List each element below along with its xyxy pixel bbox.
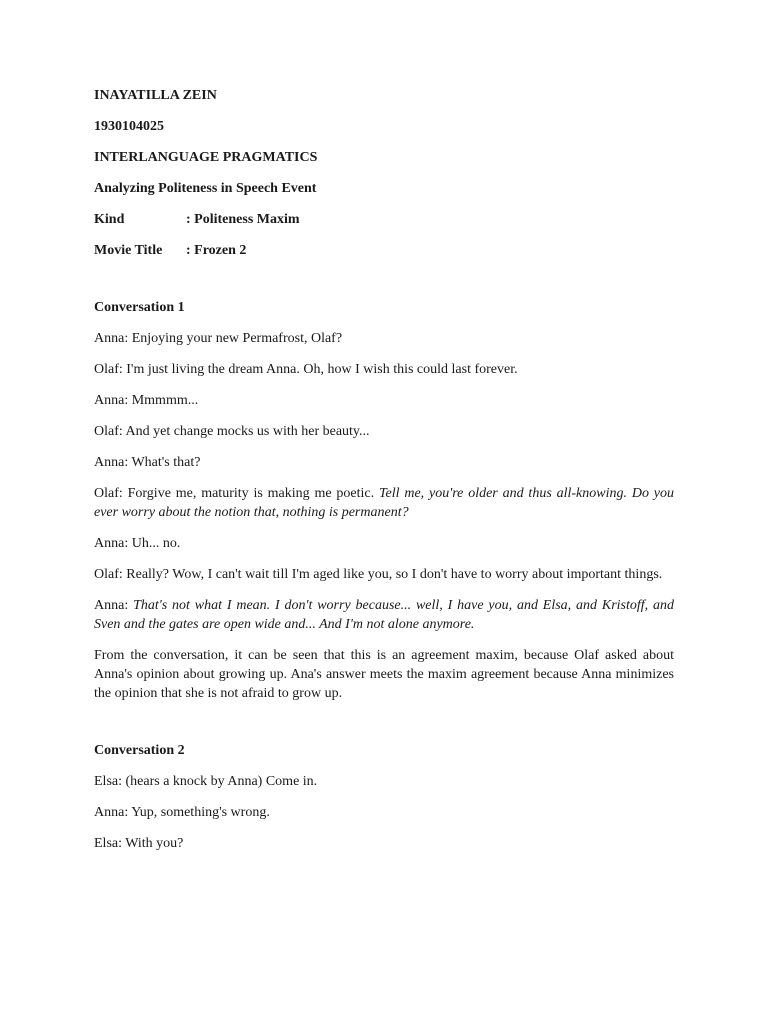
dialogue-line: Anna: What's that? — [94, 455, 201, 470]
course-title: INTERLANGUAGE PRAGMATICS — [94, 150, 318, 165]
analysis-paragraph: From the conversation, it can be seen that this is an agreement maxim, because Olaf asked about Anna's opinion about growing up. Ana's answer meets the maxim agreement because Anna minimizes the opinion that she is not afraid to grow up. — [94, 648, 674, 701]
dialogue-text: Olaf: Forgive me, maturity is making me poetic. — [94, 486, 379, 501]
movie-title-row — [94, 241, 674, 260]
author-name: INAYATILLA ZEIN — [94, 88, 217, 103]
dialogue-line: Elsa: (hears a knock by Anna) Come in. — [94, 774, 318, 789]
student-id: 1930104025 — [94, 119, 164, 134]
dialogue-line: Elsa: With you? — [94, 836, 184, 851]
dialogue-line: Anna: Yup, something's wrong. — [94, 805, 270, 820]
dialogue-italic-text: Tell me, you're older and thus all-knowing. Do you ever worry about the notion that, nothing is permanent? — [94, 486, 675, 520]
document-page — [94, 86, 674, 865]
dialogue-line-olaf-poetic — [94, 484, 674, 522]
movie-title-label: Movie Title — [94, 243, 163, 258]
dialogue-line: Anna: Mmmmm... — [94, 393, 199, 408]
movie-title-value: : Frozen 2 — [186, 243, 247, 258]
dialogue-line-anna-reply — [94, 596, 674, 634]
dialogue-line: Olaf: I'm just living the dream Anna. Oh, how I wish this could last forever. — [94, 362, 518, 377]
kind-value: : Politeness Maxim — [186, 212, 300, 227]
assignment-title: Analyzing Politeness in Speech Event — [94, 181, 317, 196]
dialogue-text: Anna: — [94, 598, 134, 613]
dialogue-line: Olaf: Really? Wow, I can't wait till I'm aged like you, so I don't have to worry about important things. — [94, 567, 663, 582]
dialogue-line: Anna: Uh... no. — [94, 536, 181, 551]
dialogue-italic-text: That's not what I mean. I don't worry because... well, I have you, and Elsa, and Kristoff, and Sven and the gates are open wide and... And I'm not alone anymore. — [94, 598, 674, 632]
dialogue-line: Anna: Enjoying your new Permafrost, Olaf? — [94, 331, 343, 346]
kind-row — [94, 210, 674, 229]
dialogue-line: Olaf: And yet change mocks us with her beauty... — [94, 424, 370, 439]
conversation-1-heading: Conversation 1 — [94, 300, 185, 315]
conversation-2-heading: Conversation 2 — [94, 743, 185, 758]
kind-label: Kind — [94, 212, 125, 227]
